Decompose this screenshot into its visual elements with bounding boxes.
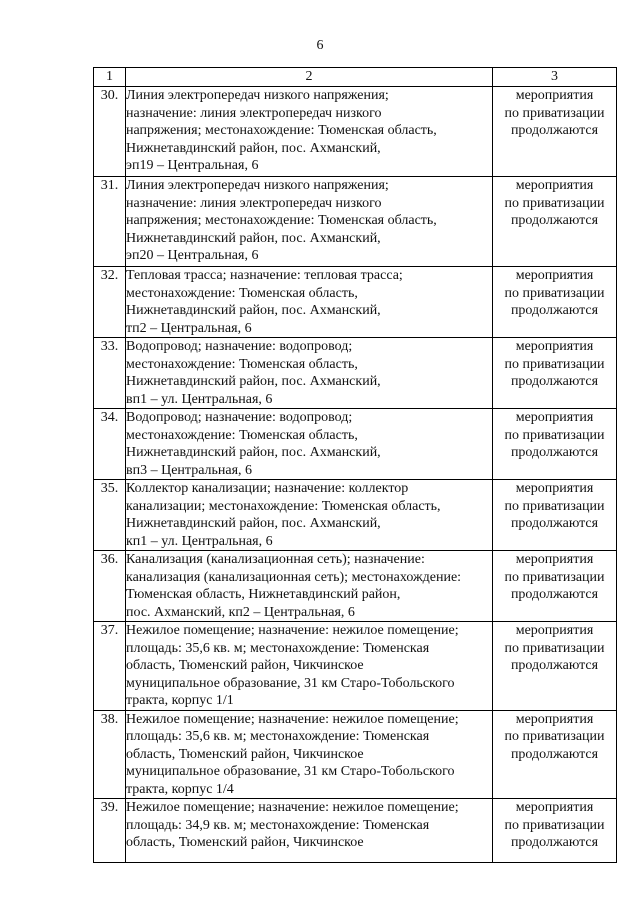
status-line: по приватизации <box>504 427 605 443</box>
status-line: продолжаются <box>510 303 599 318</box>
object-description: Водопровод; назначение: водопровод; местонахождение: Тюменская область, Нижнетавдинский район, пос. Ахманский, вп1 – ул. Центральная, 6 <box>126 338 493 409</box>
status-line: продолжаются <box>510 445 599 460</box>
status-line: мероприятия <box>515 552 594 567</box>
object-description: Коллектор канализации; назначение: коллектор канализации; местонахождение: Тюменская область, Нижнетавдинский район, пос. Ахманский, кп1 – ул. Центральная, 6 <box>126 480 493 551</box>
row-number: 33. <box>94 338 126 409</box>
column-header-2: 2 <box>126 68 493 87</box>
status-line: продолжаются <box>510 213 599 228</box>
table-row <box>94 480 617 551</box>
status-line: мероприятия <box>515 268 594 283</box>
table-row <box>94 267 617 338</box>
page-number: 6 <box>316 38 324 53</box>
status-line: продолжаются <box>510 835 599 850</box>
status-line: продолжаются <box>510 587 599 602</box>
status-line: продолжаются <box>510 516 599 531</box>
table-row <box>94 710 617 799</box>
row-number: 30. <box>94 87 126 177</box>
status-line: по приватизации <box>504 729 605 744</box>
status-line: продолжаются <box>510 746 599 762</box>
status-line: по приватизации <box>504 569 605 585</box>
status-line: по приватизации <box>504 817 605 833</box>
table-row <box>94 622 617 711</box>
privatization-status <box>493 338 617 409</box>
status-line: мероприятия <box>515 623 594 638</box>
table-row <box>94 177 617 267</box>
table-row <box>94 799 617 863</box>
status-line: по приватизации <box>504 640 605 656</box>
status-line: продолжаются <box>510 374 599 389</box>
status-line: по приватизации <box>504 195 605 211</box>
status-line: мероприятия <box>515 410 594 425</box>
row-number: 32. <box>94 267 126 338</box>
status-line: мероприятия <box>515 88 594 103</box>
status-line: продолжаются <box>510 658 599 673</box>
privatization-status <box>493 177 617 267</box>
status-line: мероприятия <box>515 178 594 193</box>
status-line: по приватизации <box>504 285 605 301</box>
row-number: 38. <box>94 710 126 799</box>
table-row <box>94 551 617 622</box>
column-header-3: 3 <box>493 68 617 87</box>
table-row <box>94 87 617 177</box>
status-line: по приватизации <box>504 105 605 121</box>
privatization-status <box>493 551 617 622</box>
object-description: Нежилое помещение; назначение: нежилое помещение; площадь: 34,9 кв. м; местонахождение: Тюменская область, Тюменский район, Чикчинское <box>126 799 493 863</box>
object-description: Тепловая трасса; назначение: тепловая трасса; местонахождение: Тюменская область, Нижнетавдинский район, пос. Ахманский, тп2 – Центральная, 6 <box>126 267 493 338</box>
column-header-1: 1 <box>94 68 126 87</box>
row-number: 34. <box>94 409 126 480</box>
object-description: Канализация (канализационная сеть); назначение: канализация (канализационная сеть); местонахождение: Тюменская область, Нижнетавдинский район, пос. Ахманский, кп2 – Центральная, 6 <box>126 551 493 622</box>
privatization-status <box>493 267 617 338</box>
status-line: мероприятия <box>515 800 594 815</box>
privatization-status <box>493 409 617 480</box>
status-line: мероприятия <box>515 711 594 727</box>
row-number: 37. <box>94 622 126 711</box>
privatization-status <box>493 710 617 799</box>
privatization-status <box>493 480 617 551</box>
table-row <box>94 409 617 480</box>
privatization-status <box>493 87 617 177</box>
object-description: Нежилое помещение; назначение: нежилое помещение; площадь: 35,6 кв. м; местонахождение: Тюменская область, Тюменский район, Чикчинское муниципальное образование, 31 км Старо-Тобольского тракта, корпус 1/4 <box>126 710 493 799</box>
row-number: 36. <box>94 551 126 622</box>
object-description: Линия электропередач низкого напряжения; назначение: линия электропередач низкого напряжения; местонахождение: Тюменская область, Нижнетавдинский район, пос. Ахманский, эп19 – Центральная, 6 <box>126 87 493 177</box>
privatization-status <box>493 622 617 711</box>
property-table <box>93 67 617 863</box>
row-number: 39. <box>94 799 126 863</box>
status-line: мероприятия <box>515 481 594 496</box>
object-description: Водопровод; назначение: водопровод; местонахождение: Тюменская область, Нижнетавдинский район, пос. Ахманский, вп3 – Центральная, 6 <box>126 409 493 480</box>
status-line: мероприятия <box>515 339 594 354</box>
row-number: 31. <box>94 177 126 267</box>
table-row <box>94 338 617 409</box>
object-description: Линия электропередач низкого напряжения; назначение: линия электропередач низкого напряжения; местонахождение: Тюменская область, Нижнетавдинский район, пос. Ахманский, эп20 – Центральная, 6 <box>126 177 493 267</box>
status-line: по приватизации <box>504 356 605 372</box>
object-description: Нежилое помещение; назначение: нежилое помещение; площадь: 35,6 кв. м; местонахождение: Тюменская область, Тюменский район, Чикчинское муниципальное образование, 31 км Старо-Тобольского тракта, корпус 1/1 <box>126 622 493 711</box>
table-header-row <box>94 68 617 87</box>
row-number: 35. <box>94 480 126 551</box>
status-line: по приватизации <box>504 498 605 514</box>
privatization-status <box>493 799 617 863</box>
status-line: продолжаются <box>510 123 599 138</box>
